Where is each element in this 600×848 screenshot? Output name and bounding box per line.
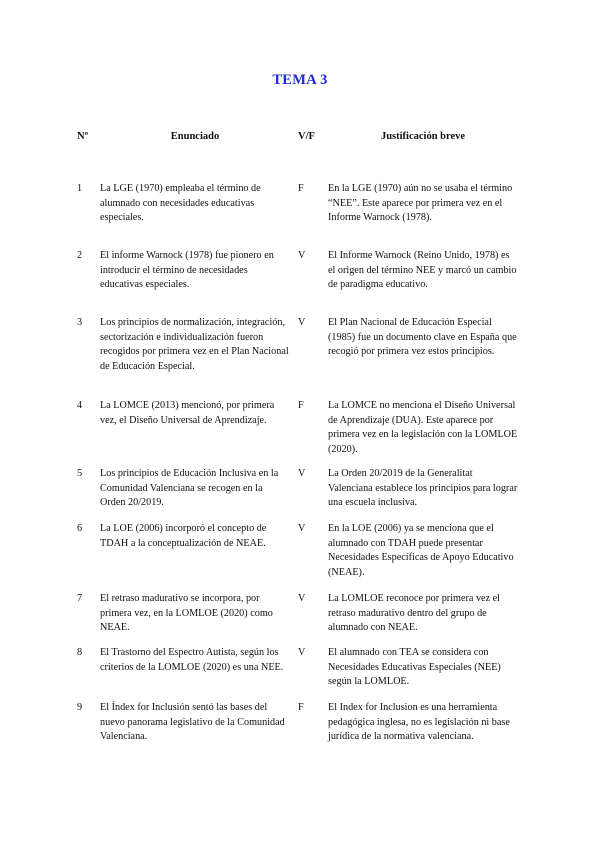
row-number: 8 (77, 647, 83, 658)
row-justification: El Index for Inclusion es una herramienta pedagógica inglesa, no es legislación ni base jurídica de la normativa valenciana. (328, 702, 510, 743)
row-justification: El Plan Nacional de Educación Especial (1985) fue un documento clave en España que recogió por primera vez estos principios. (328, 317, 517, 358)
row-true-false: V (298, 250, 306, 261)
row-true-false: F (298, 183, 304, 194)
row-justification: El Informe Warnock (Reino Unido, 1978) es el origen del término NEE y marcó un cambio de paradigma educativo. (328, 250, 517, 291)
row-statement: El retraso madurativo se incorpora, por primera vez, en la LOMLOE (2020) como NEAE. (100, 593, 273, 634)
row-statement: Los principios de normalización, integración, sectorización e individualización fueron recogidos por primera vez en el Plan Nacional de Educación Especial. (100, 317, 289, 372)
header-number: Nº (77, 131, 89, 142)
header-true-false: V/F (298, 131, 315, 142)
row-justification: El alumnado con TEA se considera con Necesidades Educativas Especiales (NEE) según la LOMLOE. (328, 647, 501, 688)
row-statement: La LGE (1970) empleaba el término de alumnado con necesidades educativas especiales. (100, 183, 261, 224)
row-statement: La LOMCE (2013) mencionó, por primera vez, el Diseño Universal de Aprendizaje. (100, 400, 275, 426)
row-number: 6 (77, 523, 83, 534)
row-statement: El Índex for Inclusión sentó las bases del nuevo panorama legislativo de la Comunidad Valenciana. (100, 702, 285, 743)
row-number: 1 (77, 183, 83, 194)
row-justification: La LOMCE no menciona el Diseño Universal de Aprendizaje (DUA). Este aparece por primera vez en la legislación con la LOMLOE (2020). (328, 400, 518, 455)
row-number: 9 (77, 702, 83, 713)
row-true-false: V (298, 317, 306, 328)
row-statement: La LOE (2006) incorporó el concepto de TDAH a la conceptualización de NEAE. (100, 523, 267, 549)
row-statement: El Trastorno del Espectro Autista, según los criterios de la LOMLOE (2020) es una NEE. (100, 647, 284, 673)
row-justification: En la LOE (2006) ya se menciona que el alumnado con TDAH puede presentar Necesidades Específicas de Apoyo Educativo (NEAE). (328, 523, 514, 578)
row-number: 2 (77, 250, 83, 261)
header-justification: Justificación breve (380, 131, 466, 142)
row-true-false: V (298, 593, 306, 604)
row-statement: Los principios de Educación Inclusiva en la Comunidad Valenciana se recogen en la Orden 20/2019. (100, 468, 279, 509)
row-true-false: V (298, 468, 306, 479)
row-justification: En la LGE (1970) aún no se usaba el término “NEE”. Este aparece por primera vez en el Informe Warnock (1978). (328, 183, 513, 224)
row-number: 5 (77, 468, 83, 479)
row-true-false: V (298, 647, 306, 658)
header-statement: Enunciado (170, 131, 220, 142)
row-number: 4 (77, 400, 83, 411)
row-true-false: F (298, 702, 304, 713)
row-justification: La LOMLOE reconoce por primera vez el retraso madurativo dentro del grupo de alumnado con NEAE. (328, 593, 500, 634)
page-title: TEMA 3 (272, 72, 328, 88)
row-number: 7 (77, 593, 83, 604)
row-true-false: V (298, 523, 306, 534)
row-true-false: F (298, 400, 304, 411)
row-statement: El informe Warnock (1978) fue pionero en introducir el término de necesidades educativas especiales. (100, 250, 274, 291)
row-number: 3 (77, 317, 83, 328)
row-justification: La Orden 20/2019 de la Generalitat Valenciana establece los principios para lograr una escuela inclusiva. (328, 468, 518, 509)
